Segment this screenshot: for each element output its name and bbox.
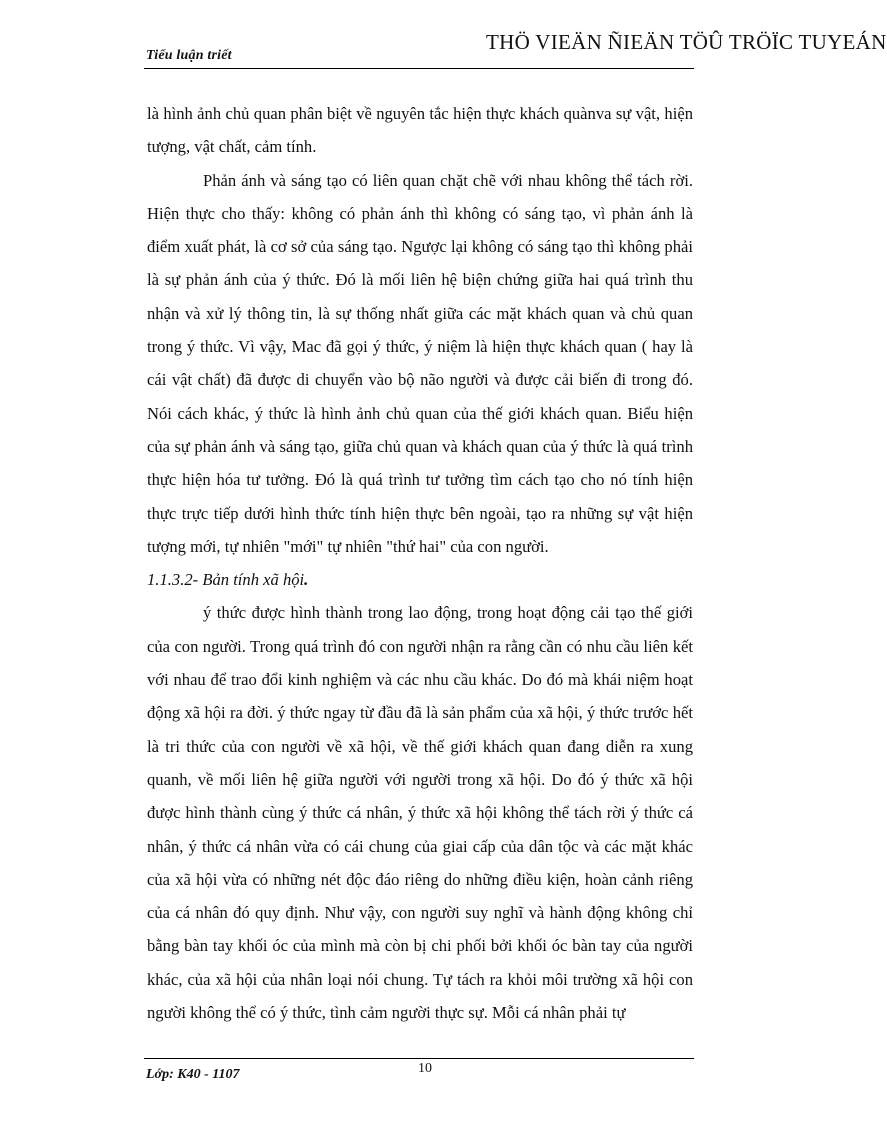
paragraph-2: Phản ánh và sáng tạo có liên quan chặt chẽ với nhau không thể tách rời. Hiện thực cho thấy: không có phản ánh thì không có sáng tạo, vì phản ánh là điểm xuất phát, là cơ sở của sáng tạo. Ngược lại không có sáng tạo thì không phải là sự phản ánh của ý thức. Đó là mối liên hệ biện chứng giữa hai quá trình thu nhận và xử lý thông tin, là sự thống nhất giữa các mặt khách quan và chủ quan trong ý thức. Vì vậy, Mac đã gọi ý thức, ý niệm là hiện thực khách quan ( hay là cái vật chất) đã được di chuyển vào bộ não người và được cải biến đi trong đó. Nói cách khác, ý thức là hình ảnh chủ quan của thế giới khách quan. Biểu hiện của sự phản ánh và sáng tạo, giữa chủ quan và khách quan của ý thức là quá trình thực hiện hóa tư tưởng. Đó là quá trình tư tưởng tìm cách tạo cho nó tính hiện thực trực tiếp dưới hình thức tính hiện thực bên ngoài, tạo ra những sự vật hiện tượng mới, tự nhiên "mới" tự nhiên "thứ hai" của con người. [147,170,693,556]
section-heading-number: 1.1.3.2- [147,570,203,590]
paragraph-3: ý thức được hình thành trong lao động, trong hoạt động cải tạo thế giới của con người. Trong quá trình đó con người nhận ra rằng cần có nhu cầu liên kết với nhau để trao đổi kinh nghiệm và các nhu cầu khác. Do đó mà khái niệm hoạt động xã hội ra đời. ý thức ngay từ đầu đã là sản phẩm của xã hội, ý thức trước hết là tri thức của con người về xã hội, về thế giới khách quan đang diễn ra xung quanh, về mối liên hệ giữa người với người trong xã hội. Do đó ý thức xã hội được hình thành cùng ý thức cá nhân, ý thức xã hội không thể tách rời ý thức cá nhân, ý thức cá nhân vừa có cái chung của giai cấp của dân tộc và các mặt khác của xã hội vừa có những nét độc đáo riêng do những điều kiện, hoàn cảnh riêng của cá nhân đó quy định. Như vậy, con người suy nghĩ và hành động không chỉ bằng bàn tay khối óc của mình mà còn bị chi phối bởi khối óc bàn tay của người khác, của xã hội của nhân loại nói chung. Tự tách ra khỏi môi trường xã hội con người không thể có ý thức, tình cảm người thực sự. Mỗi cá nhân phải tự [147,603,693,1023]
section-heading [147,563,693,596]
footer-class-label: Lớp: K40 - 1107 [146,1067,240,1082]
footer-divider [144,1058,694,1059]
document-body [147,97,693,1029]
header-divider [144,68,694,69]
section-heading-text: Bản tính xã hội [202,570,305,590]
section-heading-dot: . [304,570,309,590]
page-number: 10 [418,1061,432,1076]
header-title: Tiểu luận triết [146,48,232,63]
paragraph-1: là hình ảnh chủ quan phân biệt về nguyên tắc hiện thực khách quànva sự vật, hiện tượng, vật chất, cảm tính. [147,104,693,157]
header-library-banner: THÖ VIEÄN ÑIEÄN TÖÛ TRÖÏC TUYEÁN [486,30,887,54]
